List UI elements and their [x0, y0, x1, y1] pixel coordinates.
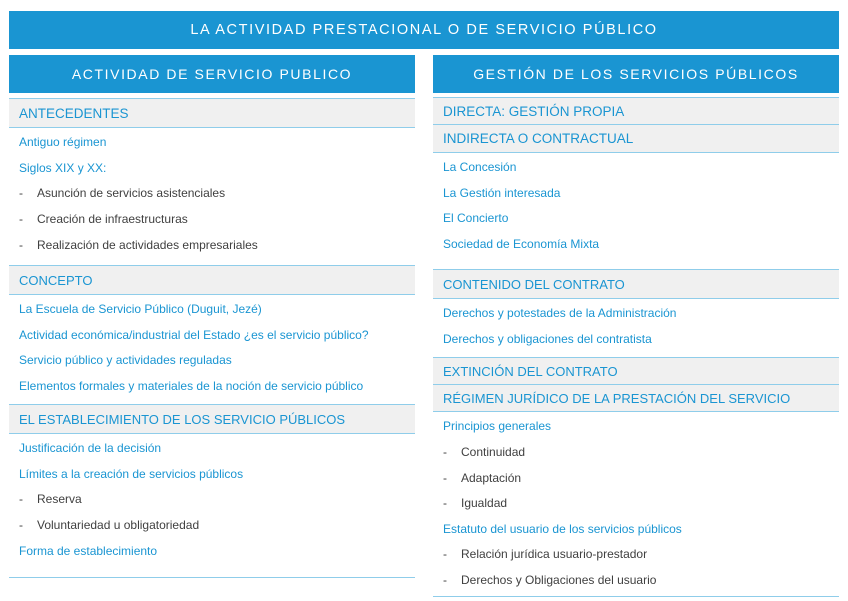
section-title: ANTECEDENTES [19, 105, 129, 121]
list-item: Derechos y potestades de la Administración [443, 305, 677, 320]
section-title: EXTINCIÓN DEL CONTRATO [443, 363, 618, 379]
section-title: DIRECTA: GESTIÓN PROPIA [443, 103, 625, 119]
list-item: Derechos y obligaciones del contratista [443, 332, 652, 346]
sub-item: - Realización de actividades empresariales [19, 238, 258, 252]
sub-item: - Derechos y Obligaciones del usuario [443, 573, 657, 587]
sub-item: - Asunción de servicios asistenciales [19, 186, 226, 200]
list-item: Estatuto del usuario de los servicios públicos [443, 521, 682, 536]
sub-item: - Igualdad [443, 496, 508, 510]
list-item: El Concierto [443, 211, 509, 225]
section-extincion [433, 357, 839, 385]
sub-item: - Reserva [19, 492, 82, 506]
list-item: Servicio público y actividades reguladas [19, 353, 232, 367]
list-item: La Concesión [443, 159, 517, 174]
section-title: INDIRECTA O CONTRACTUAL [443, 131, 634, 146]
list-item: Elementos formales y materiales de la noción de servicio público [19, 379, 364, 393]
sub-item: - Creación de infraestructuras [19, 212, 188, 226]
sub-item: - Voluntariedad u obligatoriedad [19, 517, 200, 532]
section-directa [433, 97, 839, 125]
section-contenido [433, 269, 839, 299]
section-title: EL ESTABLECIMIENTO DE LOS SERVICIO PÚBLICOS [19, 411, 346, 427]
right-column [433, 55, 839, 597]
section-establecimiento [9, 404, 415, 434]
left-column-header: ACTIVIDAD DE SERVICIO PUBLICO [9, 55, 415, 93]
list-item: Forma de establecimiento [19, 544, 158, 558]
sub-item: - Adaptación [443, 470, 522, 485]
right-column-header: GESTIÓN DE LOS SERVICIOS PÚBLICOS [433, 55, 839, 93]
list-item: Sociedad de Economía Mixta [443, 237, 600, 251]
list-item: La Gestión interesada [443, 185, 561, 200]
list-item: Principios generales [443, 418, 552, 433]
section-title: CONCEPTO [19, 272, 93, 288]
list-item: Siglos XIX y XX: [19, 160, 107, 175]
list-item: Actividad económica/industrial del Estado ¿es el servicio público? [19, 327, 369, 342]
divider [9, 577, 415, 578]
list-item: Límites a la creación de servicios públicos [19, 466, 244, 481]
left-column [9, 55, 415, 578]
section-regimen [433, 385, 839, 412]
section-indirecta [433, 125, 839, 153]
sub-item: - Continuidad [443, 445, 526, 459]
section-concepto [9, 265, 415, 295]
section-antecedentes [9, 98, 415, 128]
list-item: Antiguo régimen [19, 134, 107, 149]
list-item: Justificación de la decisión [19, 440, 162, 455]
section-title: CONTENIDO DEL CONTRATO [443, 276, 625, 292]
page-banner: LA ACTIVIDAD PRESTACIONAL O DE SERVICIO PÚBLICO [9, 11, 839, 49]
list-item: La Escuela de Servicio Público (Duguit, Jezé) [19, 301, 262, 316]
section-title: RÉGIMEN JURÍDICO DE LA PRESTACIÓN DEL SERVICIO [443, 390, 791, 406]
divider [433, 596, 839, 597]
sub-item: - Relación jurídica usuario-prestador [443, 547, 648, 561]
